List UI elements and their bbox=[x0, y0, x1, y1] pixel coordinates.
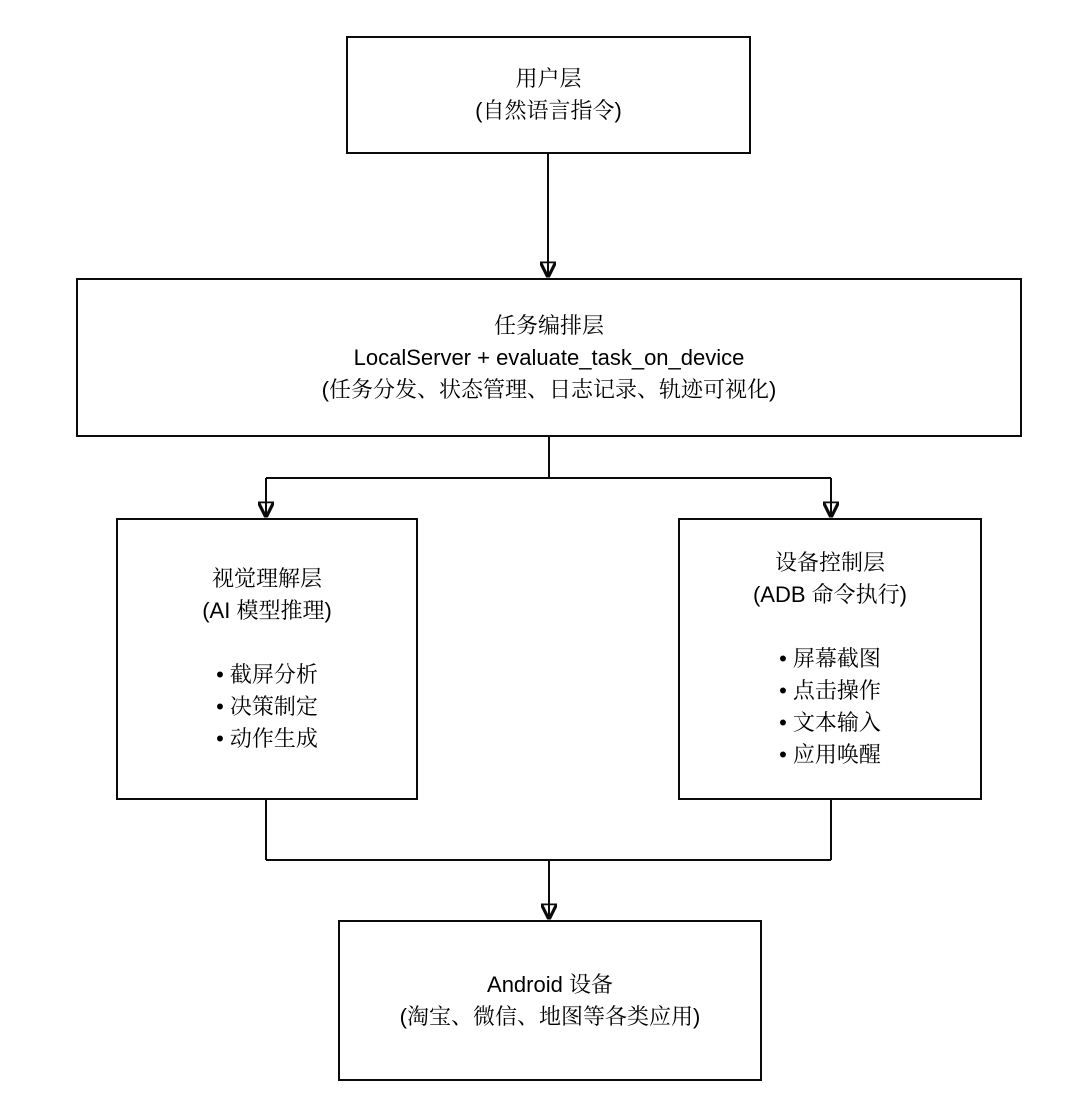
node-android-device bbox=[338, 920, 762, 1081]
bullet-item: • 应用唤醒 bbox=[779, 742, 881, 767]
node-vision-layer bbox=[116, 518, 418, 800]
node-orchestration-detail: (任务分发、状态管理、日志记录、轨迹可视化) bbox=[321, 376, 777, 402]
bullet-item: • 屏幕截图 bbox=[779, 646, 881, 671]
node-vision-bullet-list bbox=[216, 659, 318, 755]
bullet-item: • 点击操作 bbox=[779, 678, 881, 703]
node-device-control-layer bbox=[678, 518, 982, 800]
node-orchestration-layer bbox=[76, 278, 1022, 437]
node-device-control-subtitle: (ADB 命令执行) bbox=[752, 582, 907, 607]
node-user-layer bbox=[346, 36, 751, 154]
node-vision-subtitle: (AI 模型推理) bbox=[202, 598, 332, 623]
node-orchestration-subtitle: LocalServer + evaluate_task_on_device bbox=[353, 344, 745, 370]
node-android-title: Android 设备 bbox=[487, 971, 613, 997]
node-device-control-bullet-list bbox=[779, 643, 881, 771]
node-user-title: 用户层 bbox=[515, 66, 582, 91]
bullet-item: • 文本输入 bbox=[779, 710, 881, 735]
bullet-item: • 动作生成 bbox=[216, 726, 318, 751]
node-android-subtitle: (淘宝、微信、地图等各类应用) bbox=[399, 1003, 701, 1029]
bullet-item: • 截屏分析 bbox=[216, 662, 318, 687]
node-user-subtitle: (自然语言指令) bbox=[475, 98, 622, 123]
node-orchestration-title: 任务编排层 bbox=[493, 312, 604, 338]
bullet-item: • 决策制定 bbox=[216, 694, 318, 719]
node-vision-title: 视觉理解层 bbox=[211, 566, 322, 591]
node-device-control-title: 设备控制层 bbox=[774, 550, 885, 575]
